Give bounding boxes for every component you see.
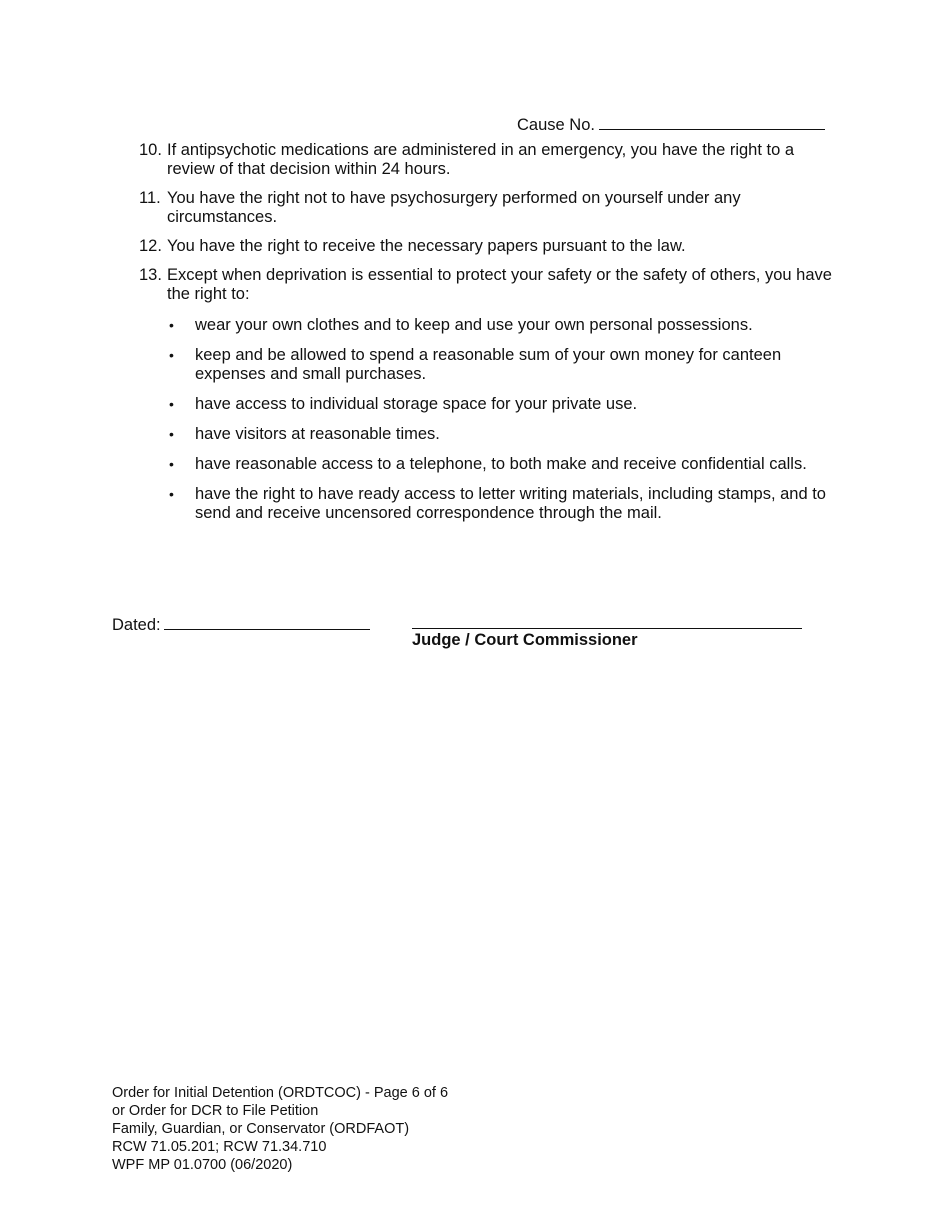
dated-label: Dated: — [112, 616, 161, 634]
bullet-text: wear your own clothes and to keep and use your own personal possessions. — [195, 316, 753, 334]
bullet-icon: • — [169, 486, 174, 502]
list-item — [136, 141, 836, 179]
cause-number-field — [517, 112, 825, 135]
signature-line[interactable] — [412, 628, 802, 629]
bullet-item — [167, 455, 836, 474]
list-item — [136, 266, 836, 523]
bullet-icon: • — [169, 456, 174, 472]
bullet-item — [167, 425, 836, 444]
list-item — [136, 189, 836, 227]
bullet-text: keep and be allowed to spend a reasonable sum of your own money for canteen expenses and small purchases. — [195, 346, 782, 383]
cause-number-label: Cause No. — [517, 116, 595, 134]
footer-line: Family, Guardian, or Conservator (ORDFAOT) — [112, 1121, 410, 1137]
rights-list — [136, 141, 836, 534]
bullet-item — [167, 316, 836, 335]
item-text: You have the right not to have psychosurgery performed on yourself under any circumstances. — [167, 189, 741, 226]
footer-line: Order for Initial Detention (ORDTCOC) - Page 6 of 6 — [112, 1085, 449, 1101]
cause-number-blank[interactable] — [599, 112, 825, 130]
footer-line: or Order for DCR to File Petition — [112, 1103, 319, 1119]
bullet-icon: • — [169, 426, 174, 442]
item-number: 10. — [139, 141, 162, 159]
bullet-text: have reasonable access to a telephone, to both make and receive confidential calls. — [195, 455, 807, 473]
item-text: You have the right to receive the necessary papers pursuant to the law. — [167, 237, 686, 255]
bullet-item — [167, 395, 836, 414]
bullet-text: have access to individual storage space for your private use. — [195, 395, 638, 413]
footer-line: RCW 71.05.201; RCW 71.34.710 — [112, 1139, 327, 1155]
item-text: Except when deprivation is essential to protect your safety or the safety of others, you have the right to: — [167, 266, 832, 303]
bullet-icon: • — [169, 396, 174, 412]
bullet-text: have the right to have ready access to letter writing materials, including stamps, and to send and receive uncensored correspondence through the mail. — [195, 485, 826, 522]
item-number: 12. — [139, 237, 162, 255]
list-item — [136, 237, 836, 256]
item-number: 13. — [139, 266, 162, 284]
signature-role-label: Judge / Court Commissioner — [412, 631, 638, 649]
form-footer — [112, 1084, 448, 1174]
bullet-text: have visitors at reasonable times. — [195, 425, 440, 443]
bullet-icon: • — [169, 317, 174, 333]
rights-sublist — [167, 316, 836, 523]
dated-blank[interactable] — [164, 612, 370, 630]
dated-field — [112, 612, 370, 635]
bullet-item — [167, 485, 836, 523]
bullet-item — [167, 346, 836, 384]
bullet-icon: • — [169, 347, 174, 363]
item-text: If antipsychotic medications are administered in an emergency, you have the right to a review of that decision within 24 hours. — [167, 141, 795, 178]
item-number: 11. — [139, 189, 161, 207]
footer-line: WPF MP 01.0700 (06/2020) — [112, 1157, 293, 1173]
